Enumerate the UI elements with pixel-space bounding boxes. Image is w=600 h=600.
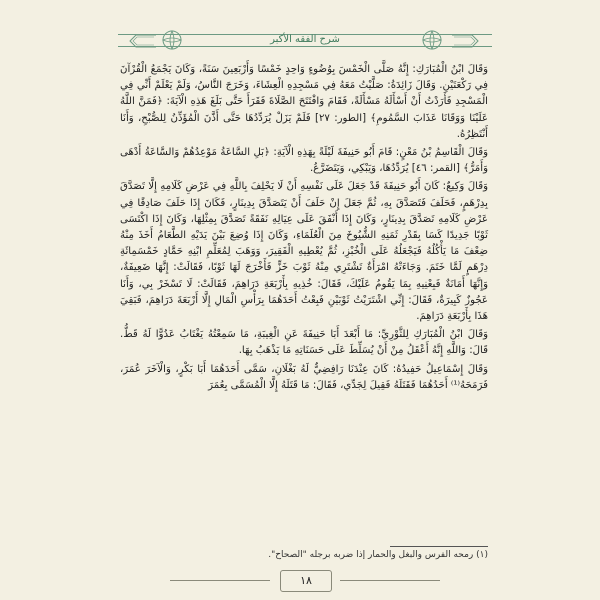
page-number: ١٨ xyxy=(280,570,332,592)
header-right-bracket-ornament-icon xyxy=(452,34,480,48)
body-text xyxy=(120,62,488,542)
paragraph-ismail-grandson: وَقَالَ إِسْمَاعِيلُ حَفِيدُهُ: كَانَ عِنْدَنَا رَافِضِيٌّ لَهُ بَغْلَانِ، سَمَّى أَحَدَهُمَا أَبَا بَكْرٍ، وَالْآخَرَ عُمَرَ، فَرَمَحَهُ⁽¹⁾ أَحَدُهُمَا فَقَتَلَهُ فَقِيلَ لِجَدِّي، فَقَالَ: مَا قَتَلَهُ إِلَّا الْمُسَمَّى بِعُمَرَ xyxy=(120,363,488,391)
page-number-rule-right xyxy=(340,580,440,581)
footnote-separator xyxy=(390,546,488,547)
page-number-frame xyxy=(270,570,340,592)
paragraph-waki: وَقَالَ وَكِيعٌ: كَانَ أَبُو حَنِيفَةَ قَدْ جَعَلَ عَلَى نَفْسِهِ أَنْ لَا يَحْلِفَ بِاللَّهِ فِي عَرْضِ كَلَامِهِ إِلَّا تَصَدَّقَ بِدِرْهَمٍ، فَحَلَفَ فَتَصَدَّقَ بِهِ، ثُمَّ جَعَلَ إِنْ حَلَفَ أَنْ يَتَصَدَّقَ بِدِينَارٍ، فَكَانَ إِذَا حَلَفَ صَادِقًا فِي عَرْضِ كَلَامِهِ تَصَدَّقَ بِدِينَارٍ، وَكَانَ إِذَا أَنْفَقَ عَلَى عِيَالِهِ نَفَقَةً تَصَدَّقَ بِمِثْلِهَا، وَكَانَ إِذَا اكْتَسَى ثَوْبًا جَدِيدًا كَسَا بِقَدْرِ ثَمَنِهِ الشُّيُوخَ مِنَ الْعُلَمَاءِ، وَكَانَ إِذَا وُضِعَ بَيْنَ يَدَيْهِ الطَّعَامُ أَخَذَ مِنْهُ ضِعْفَ مَا يَأْكُلُهُ فَيَجْعَلُهُ عَلَى الْخُبْزِ، ثُمَّ يُعْطِيهِ الْفَقِيرَ، وَوَهَبَ لِمُعَلِّمِ ابْنِهِ حَمَّادٍ خَمْسَمِائَةِ دِرْهَمٍ لَمَّا خَتَمَ. وَجَاءَتْهُ امْرَأَةٌ تَشْتَرِي مِنْهُ ثَوْبَ خَزٍّ فَأَخْرَجَ لَهَا ثَوْبًا، فَقَالَتْ: إِنَّهَا ضَعِيفَةٌ، وَإِنَّهَا أَمَانَةٌ فَبِعْنِيهِ بِمَا يَقُومُ عَلَيْكَ، فَقَالَ: خُذِيهِ بِأَرْبَعَةِ دَرَاهِمَ، فَقَالَتْ: لَا تَسْخَرْ بِي، وَأَنَا عَجُوزٌ كَبِيرَةٌ، فَقَالَ: إِنِّي اشْتَرَيْتُ ثَوْبَيْنِ فَبِعْتُ أَحَدَهُمَا بِرَأْسِ الْمَالِ إِلَّا أَرْبَعَةَ دَرَاهِمَ، فَبَقِيَ هَذَا بِأَرْبَعَةِ دَرَاهِمَ. xyxy=(120,181,488,323)
paragraph-ibn-mubarak-thawri: وَقَالَ ابْنُ الْمُبَارَكِ لِلثَّوْرِيِّ: مَا أَبْعَدَ أَبَا حَنِيفَةَ عَنِ الْغِيبَةِ، مَا سَمِعْتُهُ يَغْتَابُ عَدُوًّا لَهُ قَطُّ. قَالَ: وَاللَّهِ إِنَّهُ أَعْقَلُ مِنْ أَنْ يُسَلِّطَ عَلَى حَسَنَاتِهِ مَا يَذْهَبُ بِهَا. xyxy=(120,329,488,357)
running-header-title: شرح الفقه الأكبر xyxy=(270,34,340,45)
footnote: (١) رمحه الفرس والبغل والحمار إذا ضربه برجله "الصحاح". xyxy=(268,550,488,560)
header-left-floral-ornament-icon xyxy=(160,28,184,52)
page-number-rule-left xyxy=(170,580,270,581)
paragraph-ibn-mubarak-prayer: وَقَالَ ابْنُ الْمُبَارَكِ: إِنَّهُ صَلَّى الْخَمْسَ بِوُضُوءٍ وَاحِدٍ خَمْسًا وَأَرْبَعِينَ سَنَةً، وَكَانَ يَجْمَعُ الْقُرْآنَ فِي رَكْعَتَيْنِ. وَقَالَ زَائِدَةُ: صَلَّيْتُ مَعَهُ فِي مَسْجِدِهِ الْعِشَاءَ، وَخَرَجَ النَّاسُ، وَلَمْ يَعْلَمْ أَنِّي فِي الْمَسْجِدِ فَأَرَدْتُ أَنْ أَسْأَلَهُ مَسْأَلَةً، فَقَامَ وَافْتَتَحَ الصَّلَاةَ فَقَرَأَ حَتَّى بَلَغَ هَذِهِ الْآيَةَ: ﴿فَمَنَّ اللَّهُ عَلَيْنَا وَوَقَانَا عَذَابَ السَّمُومِ﴾ [الطور: ٢٧] فَلَمْ يَزَلْ يُرَدِّدُهَا حَتَّى أَذَّنَ الْمُؤَذِّنُ لِلصُّبْحِ، وَأَنَا أَنْتَظِرُهُ. xyxy=(120,64,488,140)
header-left-bracket-ornament-icon xyxy=(128,34,156,48)
paragraph-qasim-ibn-man: وَقَالَ الْقَاسِمُ بْنُ مَعْنٍ: قَامَ أَبُو حَنِيفَةَ لَيْلَةً بِهَذِهِ الْآيَةِ: ﴿بَلِ السَّاعَةُ مَوْعِدُهُمْ وَالسَّاعَةُ أَدْهَى وَأَمَرُّ﴾ [القمر: ٤٦] يُرَدِّدُهَا، وَيَبْكِي، وَيَتَضَرَّعُ. xyxy=(120,147,488,175)
header-right-floral-ornament-icon xyxy=(420,28,444,52)
